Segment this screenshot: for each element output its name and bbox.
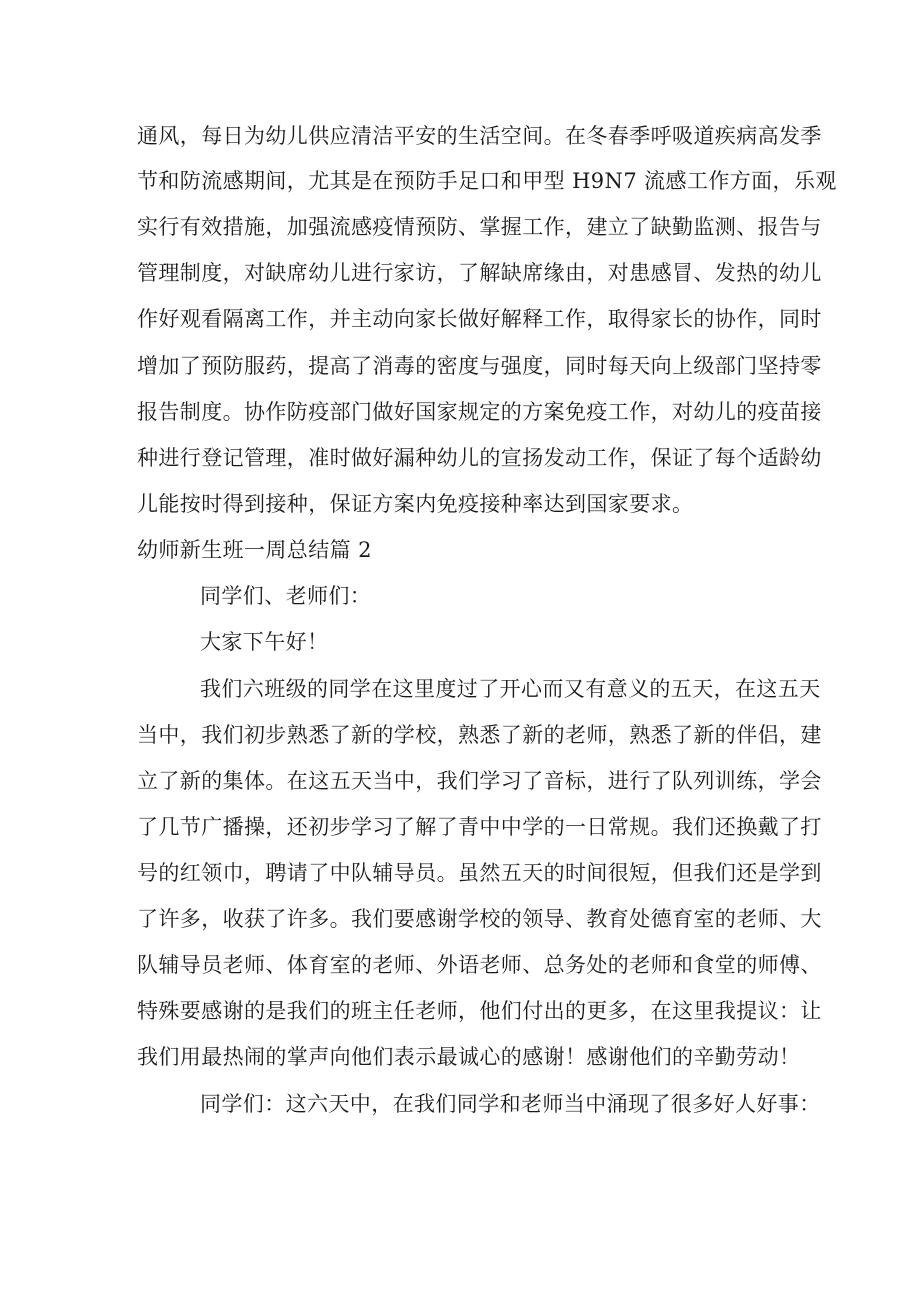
section-heading: 幼师新生班一周总结篇 2 [137, 538, 372, 562]
greeting-line: 大家下午好！ [200, 630, 329, 654]
paragraph-line-2: 节和防流感期间，尤其是在预防手足口和甲型 H9N7 流感工作方面，乐观 [137, 169, 837, 193]
speech-line-3: 立了新的集体。在这五天当中，我们学习了音标，进行了队列训练，学会 [137, 769, 822, 793]
speech-line-1: 我们六班级的同学在这里度过了开心而又有意义的五天，在这五天 [200, 677, 821, 701]
speech-line-5: 号的红领巾，聘请了中队辅导员。虽然五天的时间很短，但我们还是学到 [137, 861, 822, 885]
paragraph-line-4: 管理制度，对缺席幼儿进行家访，了解缺席缘由，对患感冒、发热的幼儿 [137, 261, 822, 285]
speech-line-8: 特殊要感谢的是我们的班主任老师，他们付出的更多，在这里我提议：让 [137, 999, 822, 1023]
paragraph-line-5: 作好观看隔离工作，并主动向家长做好解释工作，取得家长的协作，同时 [137, 307, 822, 331]
paragraph-line-3: 实行有效措施，加强流感疫情预防、掌握工作，建立了缺勤监测、报告与 [137, 215, 822, 239]
speech-line-4: 了几节广播操，还初步学习了解了青中中学的一日常规。我们还换戴了打 [137, 815, 822, 839]
paragraph-line-1: 通风，每日为幼儿供应清洁平安的生活空间。在冬春季呼吸道疾病高发季 [137, 124, 822, 148]
speech-line-9: 我们用最热闹的掌声向他们表示最诚心的感谢！感谢他们的辛勤劳动！ [137, 1045, 801, 1069]
paragraph-line-9: 儿能按时得到接种，保证方案内免疫接种率达到国家要求。 [137, 492, 694, 516]
paragraph-line-8: 种进行登记管理，准时做好漏种幼儿的宣扬发动工作，保证了每个适龄幼 [137, 446, 822, 470]
speech-line-6: 了许多，收获了许多。我们要感谢学校的领导、教育处德育室的老师、大 [137, 907, 822, 931]
salutation-line: 同学们、老师们： [200, 584, 372, 608]
speech-line-2: 当中，我们初步熟悉了新的学校，熟悉了新的老师，熟悉了新的伴侣，建 [137, 723, 822, 747]
speech-line-7: 队辅导员老师、体育室的老师、外语老师、总务处的老师和食堂的师傅、 [137, 953, 822, 977]
paragraph-line-6: 增加了预防服药，提高了消毒的密度与强度，同时每天向上级部门坚持零 [137, 354, 822, 378]
speech-line-10: 同学们：这六天中，在我们同学和老师当中涌现了很多好人好事： [200, 1092, 821, 1116]
paragraph-line-7: 报告制度。协作防疫部门做好国家规定的方案免疫工作，对幼儿的疫苗接 [137, 400, 822, 424]
